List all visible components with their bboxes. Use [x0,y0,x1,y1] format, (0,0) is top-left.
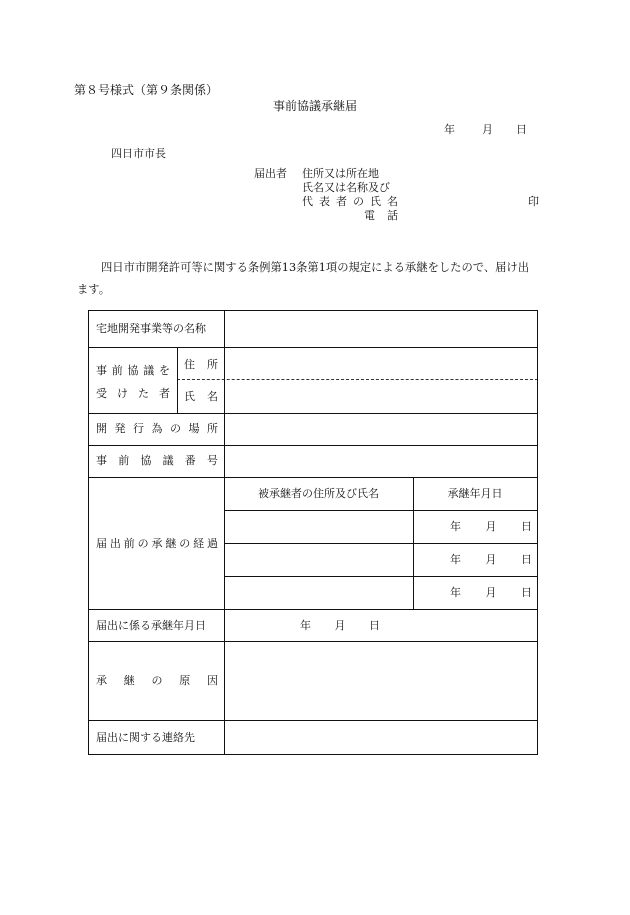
history-date-row-1 [450,521,532,532]
seal-mark: 印 [528,195,539,208]
succession-form-table [88,310,538,755]
succession-date-fields [300,620,380,631]
addressee: 四日市市長 [111,147,166,160]
history-date-day: 日 [521,586,532,599]
location-label: 開 発 行 為 の 場 所 [96,422,218,435]
notifier-label: 届出者 [254,167,287,180]
recipient-label-line1: 事 前 協 議 を [96,364,170,377]
notifier-name-label-line2: 代 表 者 の 氏 名 [302,195,398,208]
body-text-line2: ます。 [77,283,110,296]
consultation-number-label: 事 前 協 議 番 号 [96,454,218,467]
date-year: 年 [444,123,455,136]
history-label: 届 出 前 の 承 継 の 経 過 [96,537,218,550]
succession-date-day: 日 [369,619,380,632]
history-col2-header: 承継年月日 [447,487,503,500]
history-date-year: 年 [450,520,461,533]
history-date-day: 日 [521,520,532,533]
history-date-year: 年 [450,586,461,599]
notifier-phone-label: 電 話 [364,209,398,222]
history-date-year: 年 [450,553,461,566]
cause-label: 承 継 の 原 因 [96,674,218,687]
recipient-name-label: 氏 名 [184,390,218,403]
notifier-name-label-line1: 氏名又は名称及び [302,181,390,194]
recipient-address-label: 住 所 [184,358,218,371]
succession-date-month: 月 [334,619,346,632]
form-number: 第８号様式（第９条関係） [74,83,219,97]
contact-label: 届出に関する連絡先 [96,730,195,744]
date-month: 月 [482,123,493,136]
date-day: 日 [516,123,527,136]
history-date-month: 月 [485,553,497,566]
history-date-month: 月 [485,586,497,599]
history-date-month: 月 [485,520,497,533]
history-date-row-2 [450,554,532,565]
history-col1-header: 被承継者の住所及び氏名 [258,487,379,500]
form-title: 事前協議承継届 [272,99,357,113]
succession-date-label: 届出に係る承継年月日 [96,618,206,632]
succession-date-year: 年 [300,619,311,632]
notifier-address-label: 住所又は所在地 [302,167,379,180]
project-name-label: 宅地開発事業等の名称 [96,322,206,335]
history-date-row-3 [450,587,532,598]
recipient-label-line2: 受 け た 者 [96,387,170,400]
history-date-day: 日 [521,553,532,566]
body-text-line1: 四日市市開発許可等に関する条例第13条第1項の規定による承継をしたので、届け出 [101,261,530,274]
